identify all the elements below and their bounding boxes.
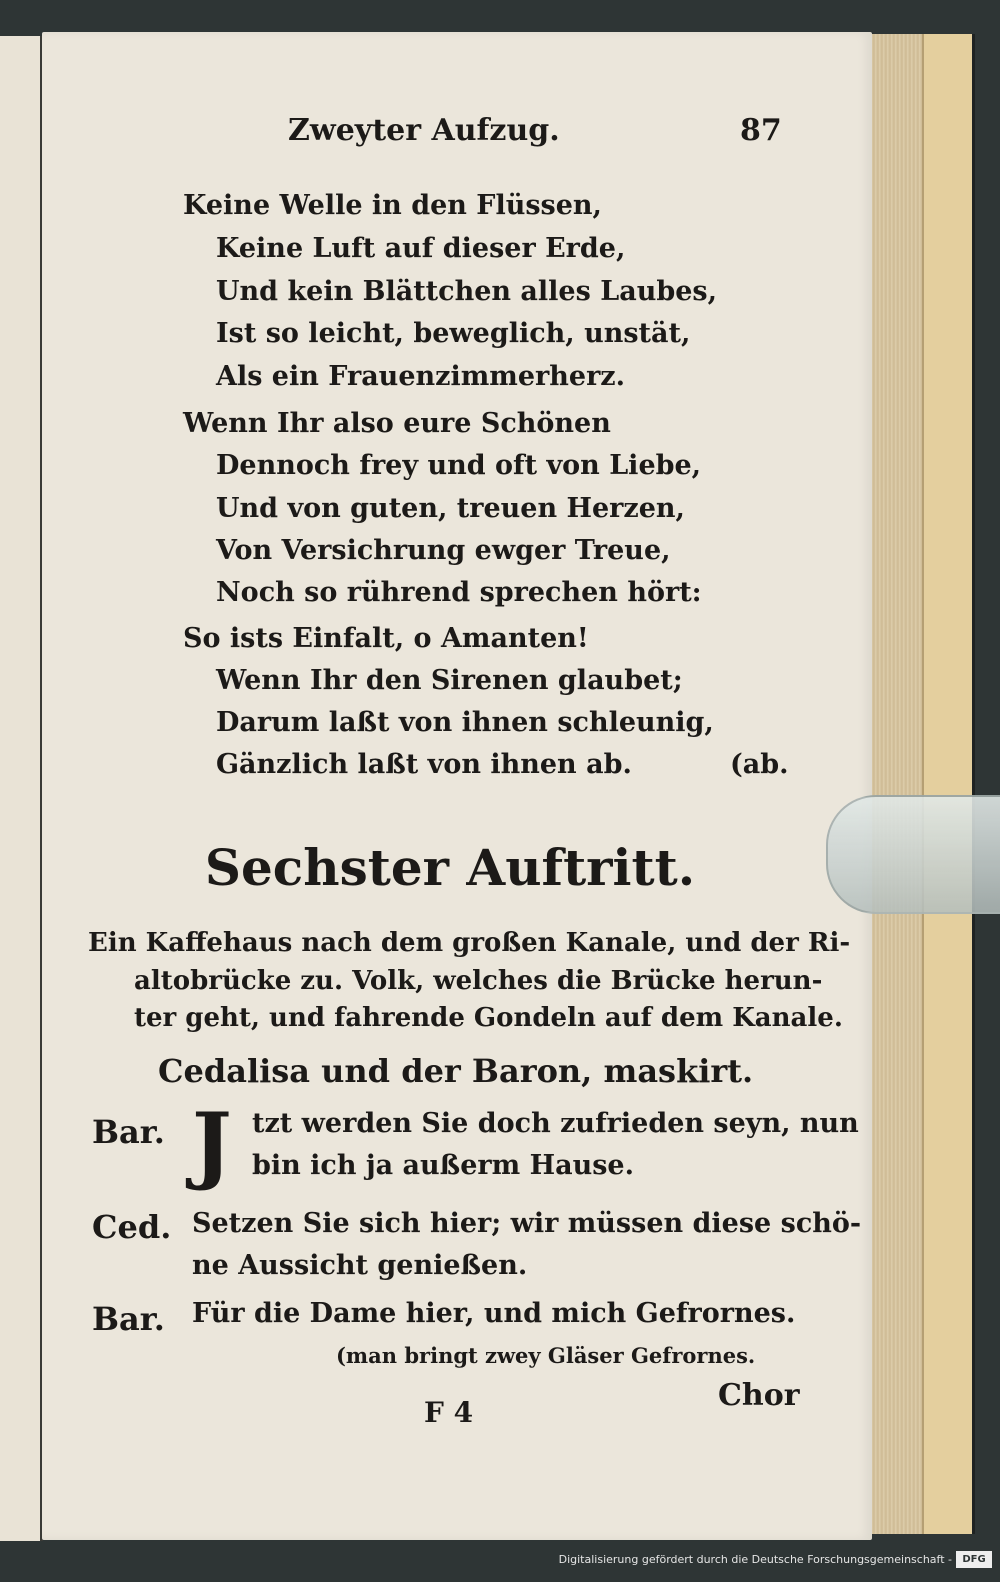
dialogue-line: ne Aussicht genießen.: [192, 1250, 528, 1281]
dialogue-line: Für die Dame hier, und mich Gefrornes.: [192, 1298, 796, 1329]
verse-line: Und von guten, treuen Herzen,: [216, 493, 685, 524]
stage-direction: (man bringt zwey Gläser Gefrornes.: [336, 1343, 756, 1368]
verse-line: Als ein Frauenzimmerherz.: [216, 361, 626, 392]
verse-line: Gänzlich laßt von ihnen ab.: [216, 749, 632, 780]
scene-characters: Cedalisa und der Baron, maskirt.: [158, 1052, 754, 1090]
verse-line: Darum laßt von ihnen schleunig,: [216, 707, 714, 738]
verse-line: Von Versichrung ewger Treue,: [216, 535, 671, 566]
dialogue-line: Setzen Sie sich hier; wir müssen diese schö-: [192, 1208, 862, 1239]
exit-direction: (ab.: [730, 749, 789, 780]
verse-line: Und kein Blättchen alles Laubes,: [216, 276, 717, 307]
page-number: 87: [740, 113, 782, 148]
verse-line: Dennoch frey und oft von Liebe,: [216, 450, 702, 481]
speaker-name: Bar.: [92, 1113, 165, 1151]
page-stack-edge: [872, 34, 924, 1534]
verse-line: Noch so rührend sprechen hört:: [216, 577, 702, 608]
scene-setting-line: Ein Kaffehaus nach dem großen Kanale, und der Ri-: [88, 928, 851, 958]
verse-line: Ist so leicht, beweglich, unstät,: [216, 318, 691, 349]
drop-cap-initial: J: [192, 1094, 232, 1193]
speaker-name: Ced.: [92, 1208, 172, 1246]
dialogue-line: bin ich ja außerm Hause.: [252, 1150, 634, 1181]
verse-line: Keine Welle in den Flüssen,: [183, 190, 602, 221]
left-page-edge: [0, 36, 43, 1541]
verse-line: So ists Einfalt, o Amanten!: [183, 623, 589, 654]
catchword: Chor: [718, 1378, 800, 1413]
running-head: Zweyter Aufzug.: [288, 113, 560, 148]
scene-setting-line: altobrücke zu. Volk, welches die Brücke herun-: [134, 966, 823, 996]
dfg-logo: DFG: [956, 1551, 992, 1568]
dialogue-line: tzt werden Sie doch zufrieden seyn, nun: [252, 1108, 859, 1139]
scene-setting-line: ter geht, und fahrende Gondeln auf dem Kanale.: [134, 1003, 843, 1033]
verse-line: Keine Luft auf dieser Erde,: [216, 233, 626, 264]
scene-title: Sechster Auftritt.: [204, 838, 696, 897]
speaker-name: Bar.: [92, 1300, 165, 1338]
printer-signature: F 4: [424, 1396, 474, 1429]
scan-credit: Digitalisierung gefördert durch die Deutsche Forschungsgemeinschaft -: [558, 1553, 952, 1566]
verse-line: Wenn Ihr also eure Schönen: [183, 408, 611, 439]
verse-line: Wenn Ihr den Sirenen glaubet;: [216, 665, 683, 696]
book-fore-edge: [924, 34, 975, 1534]
